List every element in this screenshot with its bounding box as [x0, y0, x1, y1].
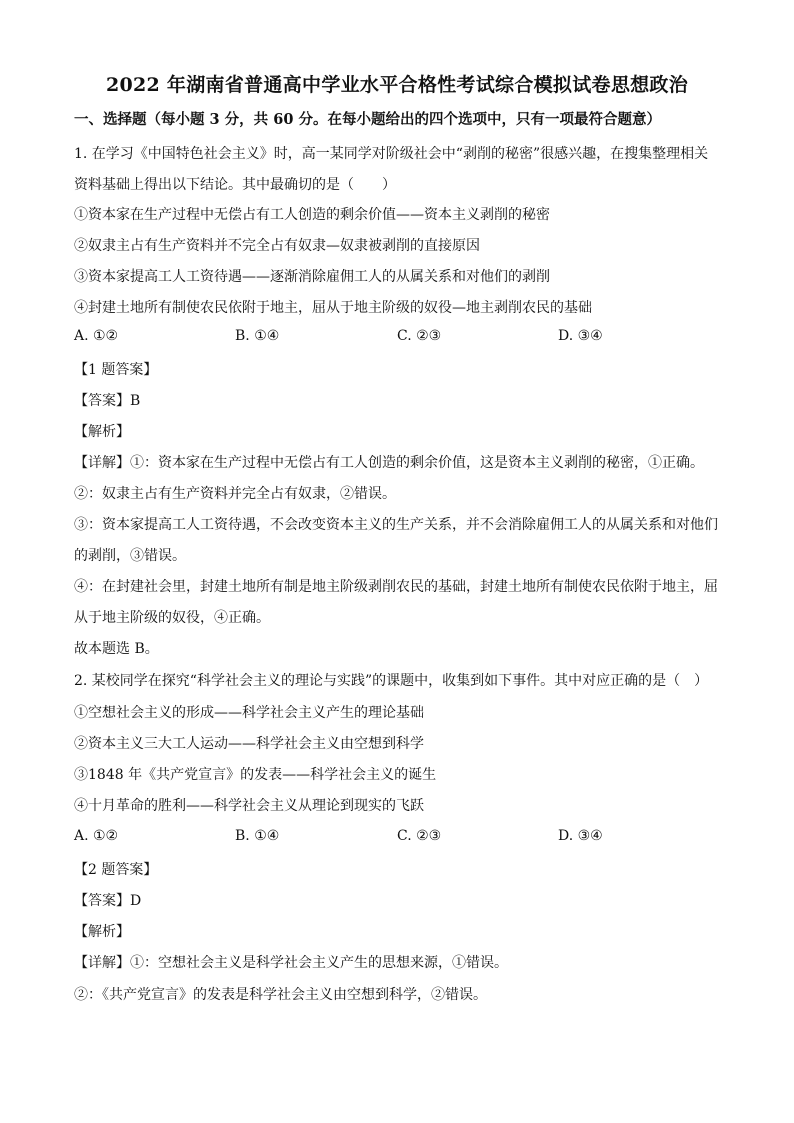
q2-detail-line2: ②：《共产党宣言》的发表是科学社会主义由空想到科学，②错误。 [74, 987, 487, 1003]
q1-detail-line7: 故本题选 B。 [74, 641, 159, 657]
q1-detail-line3: ③：资本家提高工人工资待遇，不会改变资本主义的生产关系，并不会消除雇佣工人的从属关系和对他们 [74, 517, 718, 533]
q2-answer-header: 【2 题答案】 [74, 862, 158, 878]
q1-detail-line4: 的剥削，③错误。 [74, 548, 186, 564]
q2-answer: 【答案】D [74, 893, 142, 909]
q1-item-3: ③资本家提高工人工资待遇——逐渐消除雇佣工人的从属关系和对他们的剥削 [74, 269, 550, 285]
q1-answer: 【答案】B [74, 393, 141, 409]
q1-stem-line1: 1. 在学习《中国特色社会主义》时，高一某同学对阶级社会中“剥削的秘密”很感兴趣，在搜集整理相关 [74, 146, 709, 162]
page-title: 2022 年湖南省普通高中学业水平合格性考试综合模拟试卷思想政治 [105, 74, 689, 96]
q2-item-4: ④十月革命的胜利——科学社会主义从理论到现实的飞跃 [74, 798, 424, 814]
q2-analysis-label: 【解析】 [74, 924, 130, 940]
q1-item-2: ②奴隶主占有生产资料并不完全占有奴隶—奴隶被剥削的直接原因 [74, 238, 480, 254]
q1-option-d: D. ③④ [558, 328, 603, 344]
q1-detail-line2: ②：奴隶主占有生产资料并完全占有奴隶，②错误。 [74, 486, 396, 502]
q2-item-2: ②资本主义三大工人运动——科学社会主义由空想到科学 [74, 736, 424, 752]
q1-option-a: A. ①② [74, 328, 119, 344]
q1-answer-header: 【1 题答案】 [74, 362, 158, 378]
q2-option-c: C. ②③ [397, 828, 442, 844]
q1-stem-line2: 资料基础上得出以下结论。其中最确切的是（ ） [74, 177, 396, 193]
q1-option-b: B. ①④ [235, 328, 280, 344]
q1-detail-line1: 【详解】①：资本家在生产过程中无偿占有工人创造的剩余价值，这是资本主义剥削的秘密，①正确。 [74, 455, 704, 471]
q1-item-4: ④封建土地所有制使农民依附于地主，屈从于地主阶级的奴役—地主剥削农民的基础 [74, 300, 592, 316]
q2-item-1: ①空想社会主义的形成——科学社会主义产生的理论基础 [74, 705, 424, 721]
q1-detail-line5: ④：在封建社会里，封建土地所有制是地主阶级剥削农民的基础，封建土地所有制使农民依附于地主，屈 [74, 579, 718, 595]
q2-option-a: A. ①② [74, 828, 119, 844]
q2-stem: 2. 某校同学在探究“科学社会主义的理论与实践”的课题中，收集到如下事件。其中对应正确的是（ ） [74, 673, 709, 689]
section-heading: 一、选择题（每小题 3 分，共 60 分。在每小题给出的四个选项中，只有一项最符合题意） [74, 111, 661, 128]
q1-detail-line6: 从于地主阶级的奴役，④正确。 [74, 610, 270, 626]
q1-analysis-label: 【解析】 [74, 424, 130, 440]
q2-item-3: ③1848 年《共产党宣言》的发表——科学社会主义的诞生 [74, 767, 437, 783]
q2-option-d: D. ③④ [558, 828, 603, 844]
q1-option-c: C. ②③ [397, 328, 442, 344]
q1-item-1: ①资本家在生产过程中无偿占有工人创造的剩余价值——资本主义剥削的秘密 [74, 207, 550, 223]
q2-option-b: B. ①④ [235, 828, 280, 844]
q2-detail-line1: 【详解】①：空想社会主义是科学社会主义产生的思想来源，①错误。 [74, 955, 508, 971]
